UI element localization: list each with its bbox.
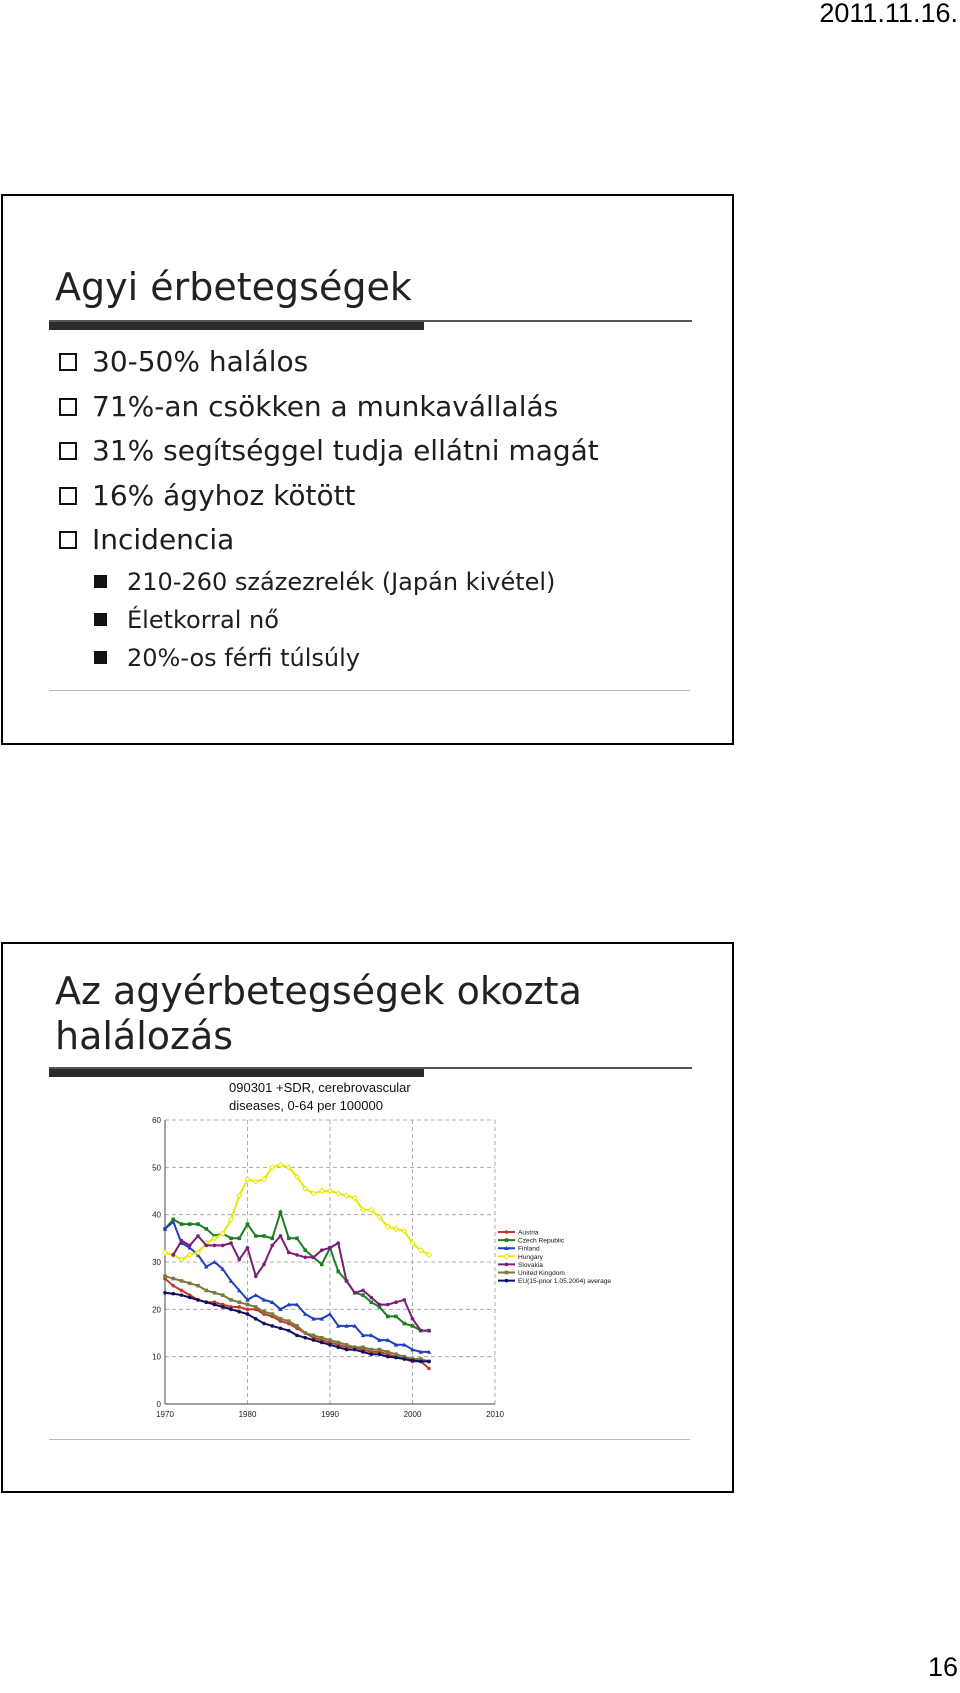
data-point [320, 1263, 324, 1267]
legend-swatch-marker [505, 1263, 509, 1267]
data-point [345, 1348, 349, 1352]
data-point [229, 1298, 233, 1302]
legend-label: United Kingdom [518, 1270, 565, 1277]
y-tick-label: 20 [152, 1305, 161, 1315]
series-group [163, 1274, 431, 1363]
data-point [196, 1234, 200, 1238]
data-point [295, 1253, 299, 1257]
legend-swatch-marker [505, 1238, 509, 1242]
data-point [262, 1322, 266, 1326]
data-point [188, 1296, 192, 1300]
data-point [369, 1353, 373, 1357]
hollow-square-bullet-icon [59, 531, 77, 549]
chart-legend [498, 1230, 611, 1286]
x-tick-label: 1970 [156, 1410, 174, 1419]
filled-square-bullet-icon [94, 613, 107, 626]
data-point [378, 1303, 382, 1307]
data-point [163, 1291, 167, 1295]
y-tick-label: 60 [152, 1116, 161, 1125]
data-point [386, 1355, 390, 1359]
data-point [369, 1348, 373, 1352]
data-point [361, 1293, 365, 1297]
series-line [165, 1222, 429, 1352]
data-point [279, 1234, 283, 1238]
data-point [287, 1251, 291, 1255]
data-point [237, 1300, 241, 1304]
y-tick-label: 0 [156, 1400, 161, 1409]
data-point [246, 1246, 250, 1250]
data-point [378, 1348, 382, 1352]
slide-title-line2: halálozás [55, 1014, 234, 1058]
data-point [278, 1163, 283, 1168]
data-point [237, 1310, 241, 1314]
data-point [270, 1324, 274, 1328]
data-point [171, 1277, 175, 1281]
data-point [246, 1308, 250, 1312]
data-point [419, 1329, 423, 1333]
chart-series [163, 1163, 432, 1371]
slide-title-line1: Az agyérbetegségek okozta [55, 969, 582, 1013]
data-point [303, 1331, 307, 1335]
data-point [295, 1324, 299, 1328]
legend-swatch-marker [504, 1254, 509, 1259]
bullet-item [57, 474, 599, 519]
page-number: 16 [927, 1652, 958, 1682]
data-point [419, 1360, 423, 1364]
legend-label: Hungary [518, 1253, 543, 1261]
data-point [328, 1246, 332, 1250]
data-point [279, 1326, 283, 1330]
header-date: 2011.11.16. [819, 0, 958, 28]
slide-title: Agyi érbetegségek [55, 265, 412, 309]
data-point [221, 1293, 225, 1297]
data-point [204, 1227, 208, 1231]
data-point [287, 1329, 291, 1333]
data-point [204, 1300, 208, 1304]
data-point [254, 1234, 258, 1238]
data-point [171, 1253, 175, 1257]
data-point [196, 1222, 200, 1226]
hollow-square-bullet-icon [59, 487, 77, 505]
data-point [229, 1241, 233, 1245]
data-point [320, 1336, 324, 1340]
data-point [196, 1284, 200, 1288]
data-point [237, 1305, 241, 1309]
data-point [287, 1237, 291, 1241]
data-point [254, 1317, 258, 1321]
data-point [188, 1282, 192, 1286]
data-point [254, 1274, 258, 1278]
data-point [303, 1248, 307, 1252]
legend-label: Czech Republic [518, 1237, 565, 1245]
data-point [319, 1189, 324, 1194]
data-point [427, 1367, 431, 1371]
data-point [312, 1334, 316, 1338]
filled-square-bullet-icon [94, 651, 107, 664]
data-point [394, 1300, 398, 1304]
mortality-line-chart [140, 1068, 660, 1428]
data-point [344, 1193, 349, 1198]
data-point [213, 1303, 217, 1307]
y-tick-label: 50 [152, 1163, 161, 1173]
data-point [237, 1258, 241, 1262]
data-point [361, 1345, 365, 1349]
data-point [345, 1343, 349, 1347]
data-point [246, 1312, 250, 1316]
data-point [411, 1317, 415, 1321]
data-point [336, 1341, 340, 1345]
bullet-text: Incidencia [92, 523, 235, 556]
data-point [180, 1279, 184, 1283]
sub-bullet-text: 20%-os férfi túlsúly [127, 643, 360, 672]
hollow-square-bullet-icon [59, 398, 77, 416]
data-point [171, 1284, 175, 1288]
data-point [270, 1312, 274, 1316]
legend-swatch-marker [505, 1279, 509, 1283]
data-point [402, 1298, 406, 1302]
bullet-item [57, 340, 599, 385]
data-point [287, 1319, 291, 1323]
data-point [279, 1211, 283, 1215]
data-point [386, 1315, 390, 1319]
data-point [295, 1334, 299, 1338]
data-point [221, 1244, 225, 1248]
data-point [204, 1244, 208, 1248]
x-tick-label: 2010 [486, 1410, 504, 1419]
data-point [328, 1343, 332, 1347]
data-point [221, 1305, 225, 1309]
data-point [336, 1345, 340, 1349]
data-point [345, 1279, 349, 1283]
filled-square-bullet-icon [94, 575, 107, 588]
data-point [336, 1241, 340, 1245]
x-tick-label: 2000 [403, 1410, 422, 1419]
bullet-item [57, 518, 599, 563]
bullet-text: 71%-an csökken a munkavállalás [92, 389, 559, 423]
data-point [427, 1329, 431, 1333]
series-group [163, 1163, 432, 1262]
data-point [369, 1300, 373, 1304]
data-point [270, 1244, 274, 1248]
series-group [163, 1211, 431, 1333]
data-point [303, 1255, 307, 1259]
data-point [394, 1356, 398, 1360]
data-point [328, 1189, 333, 1194]
title-underline-bar [49, 322, 424, 330]
data-point [180, 1239, 184, 1243]
data-point [378, 1353, 382, 1357]
bullet-text: 31% segítséggel tudja ellátni magát [92, 434, 599, 467]
data-point [204, 1289, 208, 1293]
data-point [180, 1289, 184, 1293]
sub-bullet-text: Életkorral nő [127, 605, 279, 634]
data-point [270, 1237, 274, 1241]
sub-bullet-item [57, 639, 599, 677]
data-point [402, 1357, 406, 1361]
data-point [253, 1179, 258, 1184]
data-point [320, 1248, 324, 1252]
sub-bullet-item [57, 563, 599, 601]
data-point [427, 1360, 431, 1364]
data-point [312, 1338, 316, 1342]
data-point [402, 1322, 406, 1326]
y-tick-label: 10 [152, 1352, 161, 1362]
slide-agyi-erbetegsegek [1, 194, 734, 745]
y-tick-label: 30 [152, 1258, 161, 1267]
hollow-square-bullet-icon [59, 353, 77, 371]
chart-title-line1: 090301 +SDR, cerebrovascular [229, 1080, 411, 1095]
data-point [188, 1222, 192, 1226]
data-point [262, 1263, 266, 1267]
hollow-square-bullet-icon [59, 442, 77, 460]
data-point [394, 1353, 398, 1357]
data-point [394, 1315, 398, 1319]
legend-swatch-marker [505, 1230, 509, 1234]
data-point [254, 1305, 258, 1309]
data-point [262, 1310, 266, 1314]
data-point [180, 1293, 184, 1297]
legend-label: Finland [518, 1245, 540, 1253]
chart-title-line2: diseases, 0-64 per 100000 [229, 1098, 383, 1113]
data-point [312, 1255, 316, 1259]
data-point [180, 1222, 184, 1226]
data-point [386, 1303, 390, 1307]
bullet-text: 16% ágyhoz kötött [92, 478, 356, 512]
data-point [213, 1244, 217, 1248]
data-point [411, 1324, 415, 1328]
data-point [320, 1341, 324, 1345]
data-point [369, 1296, 373, 1300]
data-point [229, 1237, 233, 1241]
data-point [353, 1291, 357, 1295]
data-point [295, 1237, 299, 1241]
data-point [303, 1336, 307, 1340]
bottom-divider [49, 1439, 690, 1440]
data-point [262, 1234, 266, 1238]
data-point [163, 1274, 167, 1278]
legend-label: Slovakia [518, 1261, 543, 1269]
legend-label: EU(15-prior 1.05.2004) average [518, 1278, 612, 1286]
series-group [171, 1234, 430, 1332]
legend-label: Austria [518, 1229, 539, 1237]
data-point [237, 1237, 241, 1241]
bullet-item [57, 385, 599, 430]
sub-bullet-item [57, 601, 599, 639]
data-point [246, 1303, 250, 1307]
bullet-list [57, 340, 599, 677]
data-point [411, 1359, 415, 1363]
data-point [361, 1289, 365, 1293]
legend-swatch-marker [505, 1271, 509, 1275]
data-point [328, 1338, 332, 1342]
data-point [229, 1308, 233, 1312]
data-point [196, 1298, 200, 1302]
bullet-text: 30-50% halálos [92, 345, 309, 378]
data-point [188, 1244, 192, 1248]
sub-bullet-text: 210-260 százezrelék (Japán kivétel) [127, 567, 556, 596]
data-point [213, 1291, 217, 1295]
data-point [353, 1348, 357, 1352]
data-point [361, 1350, 365, 1354]
data-point [386, 1350, 390, 1354]
data-point [246, 1222, 250, 1226]
data-point [279, 1317, 283, 1321]
y-tick-label: 40 [152, 1210, 161, 1220]
data-point [171, 1292, 175, 1296]
data-point [336, 1270, 340, 1274]
data-point [163, 1250, 168, 1255]
x-tick-label: 1980 [238, 1410, 257, 1419]
data-point [394, 1226, 399, 1231]
x-tick-label: 1990 [321, 1410, 339, 1419]
bottom-divider [49, 690, 690, 691]
data-point [336, 1191, 341, 1196]
bullet-item [57, 429, 599, 474]
